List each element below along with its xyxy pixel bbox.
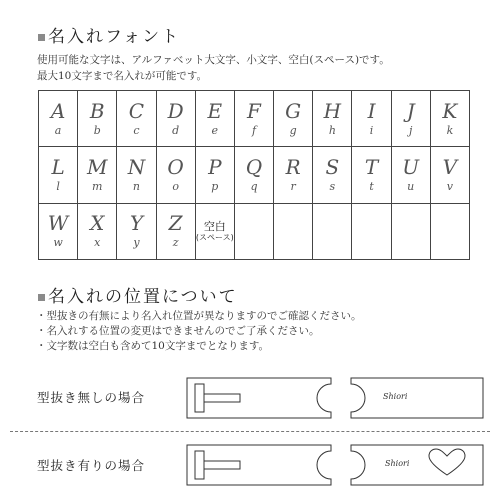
font-sample-cell xyxy=(39,91,78,147)
uppercase-sample: A xyxy=(50,98,66,123)
font-sample-cell xyxy=(313,147,352,203)
font-sample-cell xyxy=(117,147,156,203)
case-with-cutout-label: 型抜き有りの場合 xyxy=(37,458,146,473)
strap-diagram-with-cutout xyxy=(185,437,485,493)
section-divider xyxy=(10,431,490,432)
lowercase-sample: w xyxy=(53,236,63,250)
font-intro xyxy=(37,52,390,84)
position-heading-text: 名入れの位置について xyxy=(48,287,238,307)
strap-outline xyxy=(185,437,485,493)
empty-cell xyxy=(313,204,352,260)
note-item: ・文字数は空白も含めて10文字までとなります。 xyxy=(36,340,270,352)
lowercase-sample: e xyxy=(211,123,219,137)
position-section-heading xyxy=(38,282,238,307)
square-bullet-icon xyxy=(38,294,45,301)
empty-cell xyxy=(392,204,431,260)
space-sample-cell xyxy=(196,204,235,260)
lowercase-sample: n xyxy=(132,179,140,193)
uppercase-sample: C xyxy=(128,98,145,123)
uppercase-sample: M xyxy=(87,154,108,179)
name-sample-text: Shiori xyxy=(385,459,410,468)
lowercase-sample: q xyxy=(250,179,258,193)
font-sample-cell xyxy=(392,147,431,203)
lowercase-sample: f xyxy=(251,123,257,137)
font-sample-cell xyxy=(235,91,274,147)
font-sample-cell xyxy=(313,91,352,147)
uppercase-sample: B xyxy=(89,98,105,123)
font-sample-table xyxy=(38,90,470,260)
lowercase-sample: i xyxy=(369,123,374,137)
font-sample-cell xyxy=(431,147,470,203)
buckle-icon xyxy=(195,384,240,412)
case-no-cutout-label: 型抜き無しの場合 xyxy=(37,390,146,405)
font-sample-cell xyxy=(117,91,156,147)
font-sample-cell xyxy=(274,91,313,147)
font-sample-cell xyxy=(235,147,274,203)
font-sample-cell xyxy=(196,147,235,203)
lowercase-sample: u xyxy=(407,179,415,193)
uppercase-sample: H xyxy=(323,98,342,123)
lowercase-sample: m xyxy=(92,179,103,193)
uppercase-sample: N xyxy=(127,154,146,179)
lowercase-sample: d xyxy=(172,123,180,137)
empty-cell xyxy=(235,204,274,260)
uppercase-sample: S xyxy=(325,154,340,179)
lowercase-sample: x xyxy=(94,236,101,250)
note-item: ・名入れする位置の変更はできませんのでご了承ください。 xyxy=(36,325,320,337)
note-item: ・型抜きの有無により名入れ位置が異なりますのでご確認ください。 xyxy=(36,310,362,322)
font-sample-cell xyxy=(78,204,117,260)
font-sample-cell xyxy=(157,204,196,260)
uppercase-sample: E xyxy=(207,98,223,123)
uppercase-sample: F xyxy=(247,98,261,123)
lowercase-sample: g xyxy=(289,123,297,137)
uppercase-sample: L xyxy=(51,154,65,179)
uppercase-sample: K xyxy=(442,98,458,123)
lowercase-sample: h xyxy=(328,123,336,137)
lowercase-sample: a xyxy=(54,123,62,137)
uppercase-sample: D xyxy=(167,98,184,123)
lowercase-sample: s xyxy=(329,179,336,193)
lowercase-sample: b xyxy=(93,123,101,137)
position-notes xyxy=(36,309,362,354)
intro-line: 最大10文字まで名入れが可能です。 xyxy=(37,70,208,82)
font-sample-cell xyxy=(39,147,78,203)
uppercase-sample: V xyxy=(442,154,458,179)
heart-cutout-icon xyxy=(429,449,465,475)
font-section-heading xyxy=(38,22,180,47)
empty-cell xyxy=(431,204,470,260)
font-sample-cell xyxy=(431,91,470,147)
lowercase-sample: r xyxy=(290,179,296,193)
name-sample-text: Shiori xyxy=(383,392,408,401)
uppercase-sample: Q xyxy=(245,154,263,179)
uppercase-sample: O xyxy=(167,154,184,179)
lowercase-sample: j xyxy=(409,123,413,137)
intro-line: 使用可能な文字は、アルファベット大文字、小文字、空白(スペース)です。 xyxy=(37,54,390,66)
font-sample-cell xyxy=(117,204,156,260)
lowercase-sample: o xyxy=(172,179,179,193)
font-sample-cell xyxy=(157,147,196,203)
uppercase-sample: Z xyxy=(168,211,183,236)
font-sample-cell xyxy=(78,147,117,203)
empty-cell xyxy=(274,204,313,260)
lowercase-sample: l xyxy=(56,179,60,193)
buckle-icon xyxy=(195,451,240,479)
uppercase-sample: U xyxy=(402,154,420,179)
uppercase-sample: Y xyxy=(129,211,144,236)
lowercase-sample: z xyxy=(172,236,179,250)
space-label: 空白 xyxy=(203,219,226,233)
lowercase-sample: y xyxy=(133,236,140,250)
font-sample-cell xyxy=(78,91,117,147)
space-sub-label: (スペース) xyxy=(195,232,234,242)
uppercase-sample: T xyxy=(364,154,379,179)
uppercase-sample: X xyxy=(90,211,105,236)
square-bullet-icon xyxy=(38,34,45,41)
uppercase-sample: W xyxy=(47,211,69,236)
strap-diagram-no-cutout xyxy=(185,370,485,426)
strap-outline xyxy=(185,370,485,426)
font-sample-cell xyxy=(157,91,196,147)
lowercase-sample: v xyxy=(446,179,454,193)
font-sample-cell xyxy=(39,204,78,260)
uppercase-sample: G xyxy=(285,98,302,123)
lowercase-sample: c xyxy=(133,123,140,137)
uppercase-sample: R xyxy=(285,154,301,179)
font-sample-cell xyxy=(352,91,391,147)
font-sample-cell xyxy=(352,147,391,203)
empty-cell xyxy=(352,204,391,260)
font-sample-cell xyxy=(392,91,431,147)
uppercase-sample: I xyxy=(367,98,376,123)
font-heading-text: 名入れフォント xyxy=(48,27,181,47)
lowercase-sample: k xyxy=(446,123,454,137)
lowercase-sample: p xyxy=(211,179,219,193)
font-sample-cell xyxy=(196,91,235,147)
uppercase-sample: P xyxy=(208,154,222,179)
lowercase-sample: t xyxy=(369,179,374,193)
font-sample-cell xyxy=(274,147,313,203)
uppercase-sample: J xyxy=(406,98,415,123)
